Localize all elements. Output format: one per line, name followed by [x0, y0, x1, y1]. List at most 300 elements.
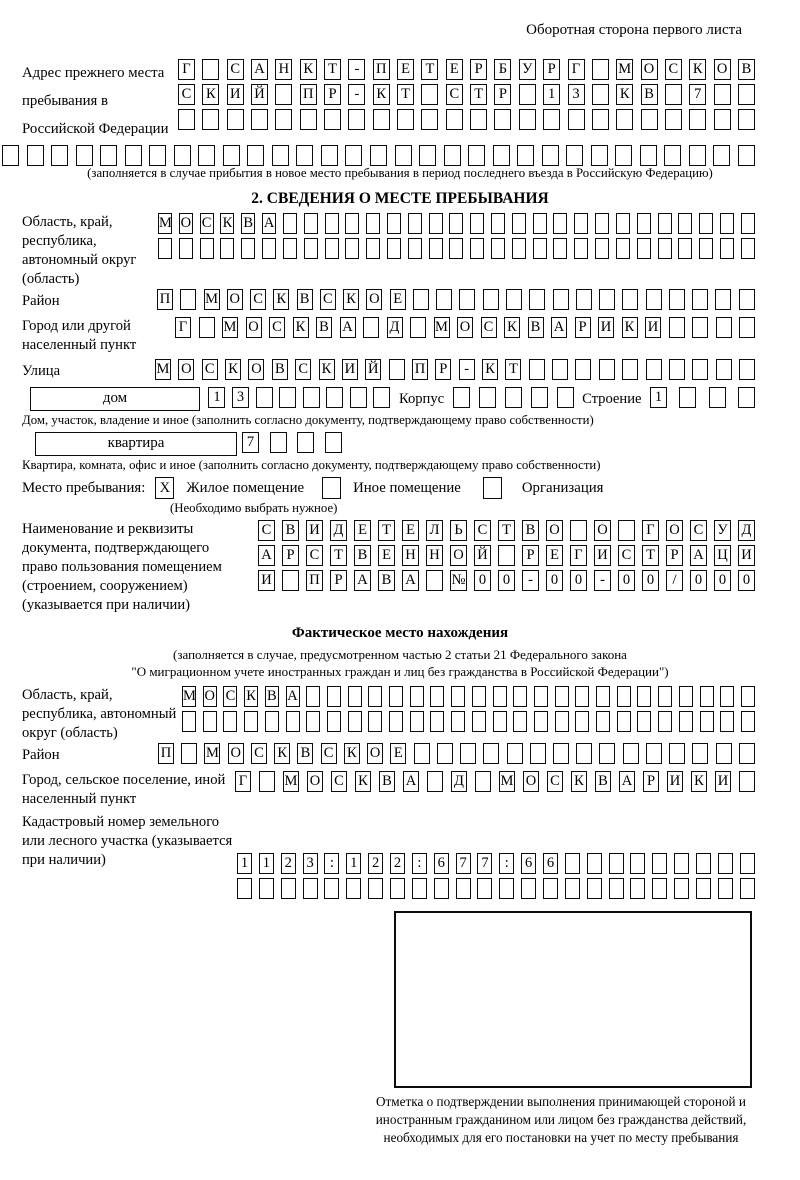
char-cell[interactable] [553, 213, 567, 234]
char-cell[interactable] [408, 238, 422, 259]
char-cell[interactable]: П [157, 289, 173, 310]
char-cell[interactable]: П [306, 570, 323, 591]
char-cell[interactable] [738, 387, 755, 408]
char-cell[interactable] [530, 743, 546, 764]
char-cell[interactable] [596, 686, 610, 707]
char-cell[interactable] [498, 545, 515, 566]
char-cell[interactable] [306, 686, 320, 707]
char-cell[interactable] [389, 686, 403, 707]
char-cell[interactable]: Т [378, 520, 395, 541]
char-cell[interactable]: Т [330, 545, 347, 566]
char-cell[interactable] [259, 878, 274, 899]
char-cell[interactable]: 0 [546, 570, 563, 591]
char-cell[interactable]: 1 [346, 853, 361, 874]
char-cell[interactable] [714, 109, 731, 130]
char-cell[interactable]: - [522, 570, 539, 591]
char-cell[interactable] [599, 289, 615, 310]
char-cell[interactable] [256, 387, 273, 408]
char-cell[interactable] [345, 238, 359, 259]
char-cell[interactable] [616, 109, 633, 130]
char-cell[interactable]: О [227, 289, 243, 310]
char-cell[interactable] [618, 520, 635, 541]
char-cell[interactable]: 0 [498, 570, 515, 591]
char-cell[interactable] [542, 145, 559, 166]
char-cell[interactable] [470, 213, 484, 234]
char-cell[interactable]: М [155, 359, 171, 380]
char-cell[interactable] [640, 145, 657, 166]
char-cell[interactable] [270, 432, 287, 453]
char-cell[interactable]: Т [421, 59, 438, 80]
char-cell[interactable] [689, 145, 706, 166]
char-cell[interactable] [363, 317, 379, 338]
char-cell[interactable] [575, 711, 589, 732]
char-cell[interactable] [426, 570, 443, 591]
char-cell[interactable] [198, 145, 215, 166]
organization-checkbox[interactable] [483, 477, 502, 499]
char-cell[interactable] [493, 145, 510, 166]
char-cell[interactable] [741, 213, 755, 234]
char-cell[interactable]: Т [470, 84, 487, 105]
char-cell[interactable] [483, 743, 499, 764]
char-cell[interactable] [587, 853, 602, 874]
char-cell[interactable] [738, 145, 755, 166]
char-cell[interactable] [529, 359, 545, 380]
char-cell[interactable]: 3 [232, 387, 249, 408]
char-cell[interactable] [739, 743, 755, 764]
char-cell[interactable] [513, 686, 527, 707]
char-cell[interactable] [325, 213, 339, 234]
char-cell[interactable] [259, 771, 275, 792]
char-cell[interactable] [414, 743, 430, 764]
char-cell[interactable]: 7 [456, 853, 471, 874]
char-cell[interactable] [529, 289, 545, 310]
char-cell[interactable]: О [523, 771, 539, 792]
char-cell[interactable]: Н [275, 59, 292, 80]
char-cell[interactable] [237, 878, 252, 899]
char-cell[interactable] [565, 878, 580, 899]
char-cell[interactable]: О [450, 545, 467, 566]
char-cell[interactable]: Е [402, 520, 419, 541]
char-cell[interactable] [227, 109, 244, 130]
char-cell[interactable]: С [321, 743, 337, 764]
char-cell[interactable]: Т [498, 520, 515, 541]
char-cell[interactable]: И [598, 317, 614, 338]
char-cell[interactable]: С [223, 686, 237, 707]
char-cell[interactable]: / [666, 570, 683, 591]
char-cell[interactable]: 0 [714, 570, 731, 591]
house-type-box[interactable]: дом [30, 387, 200, 411]
char-cell[interactable] [699, 213, 713, 234]
char-cell[interactable] [622, 289, 638, 310]
char-cell[interactable] [741, 711, 755, 732]
char-cell[interactable] [689, 109, 706, 130]
char-cell[interactable] [51, 145, 68, 166]
char-cell[interactable]: А [403, 771, 419, 792]
char-cell[interactable]: О [457, 317, 473, 338]
char-cell[interactable] [716, 317, 732, 338]
char-cell[interactable] [519, 109, 536, 130]
char-cell[interactable] [630, 853, 645, 874]
char-cell[interactable] [327, 686, 341, 707]
char-cell[interactable] [223, 711, 237, 732]
char-cell[interactable] [499, 878, 514, 899]
char-cell[interactable]: К [622, 317, 638, 338]
char-cell[interactable] [741, 238, 755, 259]
char-cell[interactable]: Й [474, 545, 491, 566]
char-cell[interactable] [373, 109, 390, 130]
char-cell[interactable]: - [594, 570, 611, 591]
char-cell[interactable] [283, 238, 297, 259]
char-cell[interactable] [286, 711, 300, 732]
char-cell[interactable] [281, 878, 296, 899]
char-cell[interactable] [521, 878, 536, 899]
char-cell[interactable] [479, 387, 496, 408]
char-cell[interactable] [182, 711, 196, 732]
char-cell[interactable] [739, 771, 755, 792]
char-cell[interactable] [275, 109, 292, 130]
char-cell[interactable] [459, 289, 475, 310]
char-cell[interactable]: Е [446, 59, 463, 80]
char-cell[interactable] [531, 387, 548, 408]
char-cell[interactable]: О [714, 59, 731, 80]
char-cell[interactable] [718, 878, 733, 899]
char-cell[interactable]: О [178, 359, 194, 380]
char-cell[interactable] [534, 711, 548, 732]
char-cell[interactable]: К [273, 289, 289, 310]
char-cell[interactable]: С [618, 545, 635, 566]
char-cell[interactable] [591, 145, 608, 166]
char-cell[interactable] [679, 711, 693, 732]
char-cell[interactable] [517, 145, 534, 166]
char-cell[interactable]: В [641, 84, 658, 105]
char-cell[interactable] [555, 686, 569, 707]
char-cell[interactable] [699, 238, 713, 259]
char-cell[interactable] [326, 387, 343, 408]
char-cell[interactable]: О [228, 743, 244, 764]
char-cell[interactable]: Р [282, 545, 299, 566]
char-cell[interactable]: - [459, 359, 475, 380]
char-cell[interactable] [595, 238, 609, 259]
char-cell[interactable] [637, 686, 651, 707]
char-cell[interactable]: Е [354, 520, 371, 541]
char-cell[interactable]: В [282, 520, 299, 541]
char-cell[interactable] [368, 686, 382, 707]
char-cell[interactable] [692, 743, 708, 764]
char-cell[interactable] [592, 109, 609, 130]
char-cell[interactable] [637, 238, 651, 259]
char-cell[interactable] [304, 238, 318, 259]
char-cell[interactable]: 1 [543, 84, 560, 105]
char-cell[interactable] [283, 213, 297, 234]
char-cell[interactable]: М [204, 743, 220, 764]
char-cell[interactable]: О [367, 743, 383, 764]
char-cell[interactable]: - [348, 84, 365, 105]
char-cell[interactable]: С [481, 317, 497, 338]
char-cell[interactable] [533, 213, 547, 234]
char-cell[interactable] [658, 213, 672, 234]
char-cell[interactable] [350, 387, 367, 408]
char-cell[interactable] [241, 238, 255, 259]
char-cell[interactable]: И [715, 771, 731, 792]
char-cell[interactable] [714, 84, 731, 105]
char-cell[interactable] [715, 289, 731, 310]
char-cell[interactable] [437, 743, 453, 764]
char-cell[interactable]: Р [494, 84, 511, 105]
char-cell[interactable]: Г [642, 520, 659, 541]
char-cell[interactable]: С [258, 520, 275, 541]
char-cell[interactable]: К [244, 686, 258, 707]
char-cell[interactable]: В [241, 213, 255, 234]
char-cell[interactable] [592, 84, 609, 105]
char-cell[interactable] [475, 771, 491, 792]
char-cell[interactable] [348, 109, 365, 130]
char-cell[interactable]: 7 [689, 84, 706, 105]
char-cell[interactable]: С [227, 59, 244, 80]
char-cell[interactable] [617, 711, 631, 732]
char-cell[interactable]: К [616, 84, 633, 105]
char-cell[interactable] [692, 317, 708, 338]
char-cell[interactable] [543, 109, 560, 130]
char-cell[interactable] [574, 213, 588, 234]
char-cell[interactable] [327, 711, 341, 732]
char-cell[interactable] [199, 317, 215, 338]
char-cell[interactable]: А [551, 317, 567, 338]
char-cell[interactable] [575, 359, 591, 380]
char-cell[interactable]: С [295, 359, 311, 380]
char-cell[interactable] [534, 686, 548, 707]
char-cell[interactable]: 7 [477, 853, 492, 874]
char-cell[interactable]: К [689, 59, 706, 80]
char-cell[interactable] [304, 213, 318, 234]
char-cell[interactable] [410, 686, 424, 707]
char-cell[interactable] [543, 878, 558, 899]
char-cell[interactable] [395, 145, 412, 166]
char-cell[interactable]: У [714, 520, 731, 541]
char-cell[interactable] [397, 109, 414, 130]
char-cell[interactable]: А [262, 213, 276, 234]
char-cell[interactable] [674, 853, 689, 874]
char-cell[interactable]: Р [435, 359, 451, 380]
char-cell[interactable] [200, 238, 214, 259]
char-cell[interactable]: О [641, 59, 658, 80]
char-cell[interactable]: Р [666, 545, 683, 566]
char-cell[interactable] [692, 289, 708, 310]
char-cell[interactable]: Б [494, 59, 511, 80]
char-cell[interactable] [179, 238, 193, 259]
char-cell[interactable]: О [203, 686, 217, 707]
char-cell[interactable] [512, 213, 526, 234]
char-cell[interactable]: В [272, 359, 288, 380]
char-cell[interactable] [741, 686, 755, 707]
char-cell[interactable]: Т [642, 545, 659, 566]
char-cell[interactable]: № [450, 570, 467, 591]
char-cell[interactable]: О [246, 317, 262, 338]
char-cell[interactable] [279, 387, 296, 408]
char-cell[interactable]: К [293, 317, 309, 338]
char-cell[interactable] [576, 289, 592, 310]
char-cell[interactable] [477, 878, 492, 899]
char-cell[interactable] [325, 238, 339, 259]
char-cell[interactable] [587, 878, 602, 899]
char-cell[interactable]: Д [330, 520, 347, 541]
char-cell[interactable] [674, 878, 689, 899]
char-cell[interactable]: С [331, 771, 347, 792]
char-cell[interactable]: А [258, 545, 275, 566]
char-cell[interactable] [565, 853, 580, 874]
char-cell[interactable] [665, 109, 682, 130]
char-cell[interactable] [740, 853, 755, 874]
char-cell[interactable]: В [316, 317, 332, 338]
char-cell[interactable]: С [665, 59, 682, 80]
char-cell[interactable] [739, 359, 755, 380]
char-cell[interactable]: К [220, 213, 234, 234]
char-cell[interactable] [716, 359, 732, 380]
char-cell[interactable] [303, 878, 318, 899]
char-cell[interactable] [652, 853, 667, 874]
char-cell[interactable]: Е [390, 743, 406, 764]
char-cell[interactable] [306, 711, 320, 732]
char-cell[interactable] [223, 145, 240, 166]
char-cell[interactable] [609, 878, 624, 899]
char-cell[interactable]: Й [251, 84, 268, 105]
char-cell[interactable]: : [412, 853, 427, 874]
char-cell[interactable]: С [178, 84, 195, 105]
char-cell[interactable] [430, 711, 444, 732]
char-cell[interactable]: 2 [281, 853, 296, 874]
char-cell[interactable]: Е [546, 545, 563, 566]
char-cell[interactable] [570, 520, 587, 541]
char-cell[interactable]: К [225, 359, 241, 380]
char-cell[interactable]: Р [330, 570, 347, 591]
char-cell[interactable]: Н [426, 545, 443, 566]
char-cell[interactable] [297, 432, 314, 453]
char-cell[interactable] [491, 238, 505, 259]
char-cell[interactable] [720, 711, 734, 732]
char-cell[interactable] [678, 213, 692, 234]
char-cell[interactable]: Е [378, 545, 395, 566]
char-cell[interactable] [716, 743, 732, 764]
char-cell[interactable] [265, 711, 279, 732]
char-cell[interactable]: Р [575, 317, 591, 338]
char-cell[interactable]: О [546, 520, 563, 541]
char-cell[interactable]: А [340, 317, 356, 338]
char-cell[interactable] [652, 878, 667, 899]
char-cell[interactable] [421, 109, 438, 130]
char-cell[interactable] [149, 145, 166, 166]
char-cell[interactable] [637, 213, 651, 234]
char-cell[interactable]: С [202, 359, 218, 380]
char-cell[interactable]: С [474, 520, 491, 541]
char-cell[interactable]: 3 [303, 853, 318, 874]
char-cell[interactable] [678, 238, 692, 259]
char-cell[interactable]: 0 [570, 570, 587, 591]
char-cell[interactable]: Ь [450, 520, 467, 541]
char-cell[interactable] [390, 878, 405, 899]
char-cell[interactable]: Д [738, 520, 755, 541]
char-cell[interactable] [325, 432, 342, 453]
char-cell[interactable] [436, 289, 452, 310]
char-cell[interactable] [679, 686, 693, 707]
char-cell[interactable] [451, 686, 465, 707]
char-cell[interactable]: У [519, 59, 536, 80]
char-cell[interactable]: : [324, 853, 339, 874]
char-cell[interactable] [665, 84, 682, 105]
char-cell[interactable] [468, 145, 485, 166]
char-cell[interactable]: И [594, 545, 611, 566]
char-cell[interactable] [449, 238, 463, 259]
char-cell[interactable] [609, 853, 624, 874]
char-cell[interactable] [512, 238, 526, 259]
char-cell[interactable]: С [269, 317, 285, 338]
char-cell[interactable] [387, 238, 401, 259]
char-cell[interactable] [203, 711, 217, 732]
char-cell[interactable]: О [307, 771, 323, 792]
char-cell[interactable] [368, 878, 383, 899]
char-cell[interactable] [300, 109, 317, 130]
char-cell[interactable] [669, 359, 685, 380]
char-cell[interactable] [421, 84, 438, 105]
char-cell[interactable] [493, 711, 507, 732]
char-cell[interactable]: П [412, 359, 428, 380]
char-cell[interactable] [616, 238, 630, 259]
char-cell[interactable] [178, 109, 195, 130]
char-cell[interactable] [174, 145, 191, 166]
char-cell[interactable]: Р [543, 59, 560, 80]
char-cell[interactable] [366, 213, 380, 234]
char-cell[interactable]: С [250, 289, 266, 310]
char-cell[interactable] [596, 711, 610, 732]
char-cell[interactable]: П [373, 59, 390, 80]
char-cell[interactable]: А [251, 59, 268, 80]
char-cell[interactable]: 3 [568, 84, 585, 105]
char-cell[interactable] [324, 109, 341, 130]
char-cell[interactable] [451, 711, 465, 732]
char-cell[interactable]: Т [505, 359, 521, 380]
char-cell[interactable]: К [344, 743, 360, 764]
char-cell[interactable] [321, 145, 338, 166]
char-cell[interactable]: К [571, 771, 587, 792]
char-cell[interactable]: 1 [208, 387, 225, 408]
char-cell[interactable] [427, 771, 443, 792]
char-cell[interactable]: И [738, 545, 755, 566]
char-cell[interactable] [429, 213, 443, 234]
char-cell[interactable] [470, 238, 484, 259]
char-cell[interactable]: С [320, 289, 336, 310]
char-cell[interactable] [346, 878, 361, 899]
char-cell[interactable]: В [522, 520, 539, 541]
char-cell[interactable] [720, 686, 734, 707]
char-cell[interactable] [272, 145, 289, 166]
char-cell[interactable]: И [342, 359, 358, 380]
char-cell[interactable] [658, 711, 672, 732]
char-cell[interactable] [641, 109, 658, 130]
char-cell[interactable] [434, 878, 449, 899]
char-cell[interactable] [262, 238, 276, 259]
char-cell[interactable] [664, 145, 681, 166]
char-cell[interactable] [557, 387, 574, 408]
residential-checkbox[interactable]: X [155, 477, 174, 499]
char-cell[interactable] [505, 387, 522, 408]
char-cell[interactable]: К [482, 359, 498, 380]
char-cell[interactable] [444, 145, 461, 166]
char-cell[interactable] [348, 711, 362, 732]
char-cell[interactable] [646, 743, 662, 764]
char-cell[interactable]: В [379, 771, 395, 792]
char-cell[interactable] [491, 213, 505, 234]
char-cell[interactable] [470, 109, 487, 130]
char-cell[interactable] [576, 743, 592, 764]
char-cell[interactable] [251, 109, 268, 130]
